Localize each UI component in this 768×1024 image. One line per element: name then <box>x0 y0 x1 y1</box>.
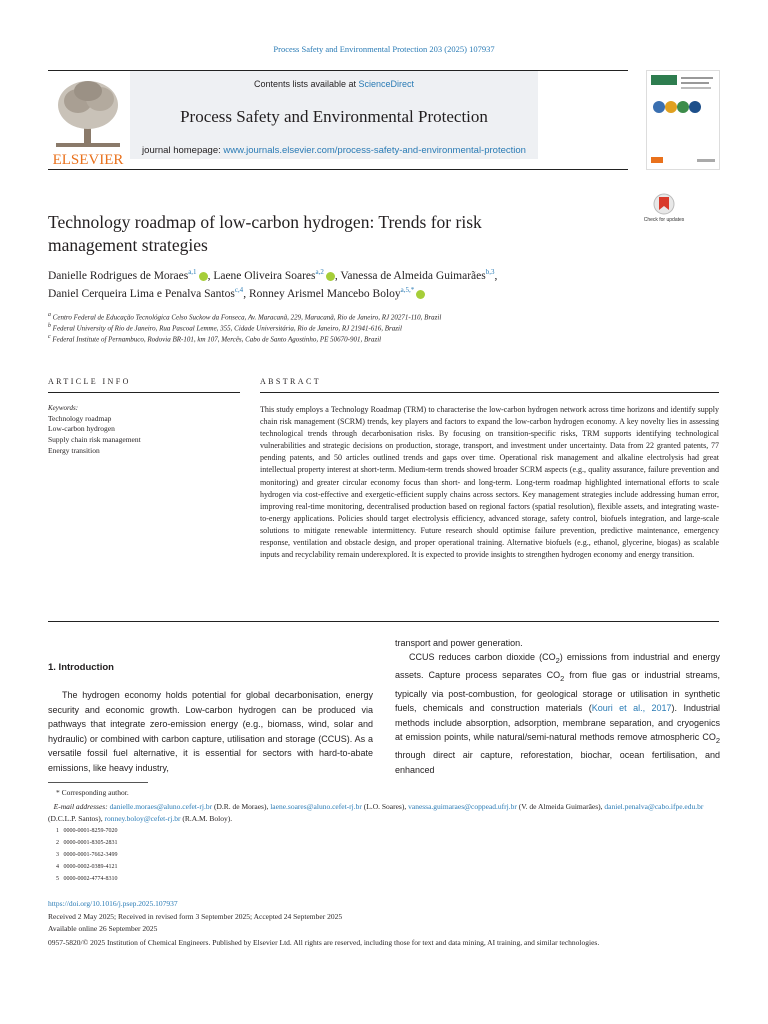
keyword: Technology roadmap <box>48 414 112 423</box>
author-name[interactable]: Vanessa de Almeida Guimarães <box>340 269 486 282</box>
author-name[interactable]: Daniel Cerqueira Lima e Penalva Santos <box>48 287 235 300</box>
email-link[interactable]: daniel.penalva@cabo.ifpe.edu.br <box>604 802 704 811</box>
article-info-heading: ARTICLE INFO <box>48 377 131 386</box>
copyright-notice: 0957-5820/© 2025 Institution of Chemical Engineers. Published by Elsevier Ltd. All rights are reserved, including those for text and data mining, AI training, and similar technologies. <box>48 938 600 947</box>
orcid-footnote: 2 0000-0001-8305-2831 <box>56 840 118 846</box>
journal-citation[interactable]: Process Safety and Environmental Protection 203 (2025) 107937 <box>273 44 495 54</box>
contents-line <box>130 79 538 89</box>
author-line-2: Daniel Cerqueira Lima e Penalva Santos$^{c,4}$, Ronney Arismel Mancebo Boloy$^{a,5,*}$ <box>48 286 425 300</box>
orcid-footnote: 5 0000-0002-4774-8310 <box>56 876 118 882</box>
author-name[interactable]: Ronney Arismel Mancebo Boloy <box>248 287 401 300</box>
keyword: Energy transition <box>48 446 100 455</box>
keywords-label: Keywords: <box>48 404 79 412</box>
homepage-line <box>130 145 538 156</box>
email-link[interactable]: danielle.moraes@aluno.cefet-rj.br <box>109 802 213 811</box>
sciencedirect-link[interactable]: ScienceDirect <box>358 79 415 89</box>
author-line-1: Danielle Rodrigues de Moraes$^{a,1}$ , Laene Oliveira Soares$^{a,2}$ , Vanessa de Almeida Guimarães$^{b,3}$, <box>48 268 498 282</box>
orcid-footnote: 3 0000-0001-7662-3499 <box>56 852 118 858</box>
author-affiliation-mark[interactable]: a,1 <box>188 268 197 276</box>
doi-link[interactable]: https://doi.org/10.1016/j.psep.2025.107937 <box>48 899 178 908</box>
contents-prefix: Contents lists available at <box>253 79 359 89</box>
elsevier-logo <box>48 77 128 167</box>
column-2-continuation: transport and power generation. <box>395 638 523 648</box>
affiliation-c: $^c$ Federal Institute of Pernambuco, Rodovia BR-101, km 107, Mercês, Cabo de Santo Agostinho, PE 50670-901, Brazil <box>48 334 382 344</box>
journal-cover-thumbnail[interactable] <box>646 70 720 170</box>
author-affiliation-mark[interactable]: a,5,* <box>400 286 415 294</box>
introduction-paragraph: The hydrogen economy holds potential for global decarbonisation, energy security and economic growth. Low-carbon hydrogen can be produced via pathways that integrate zero-emission energy (e.g., biomass, wind, solar and hydraulic) or combined with carbon capture, utilisation and storage (CCUS). As a versatile fossil fuel alternative, it is essential for sectors with hard-to-abate emissions, like heavy industry, <box>48 690 373 773</box>
orcid-footnote: 4 0000-0002-0389-4121 <box>56 864 118 870</box>
abstract-text: This study employs a Technology Roadmap (TRM) to characterise the low-carbon hydrogen network across time horizons and identify supply chain risk management (SCRM) trends, key players and factors to expand the low-carbon hydrogen economy. A key novelty lies in assessing technological trends through decarbonisation risks. By focusing on transition-specific risks, TRM supports identifying technological vulnerabilities and strategic decisions on production, storage, transport, and investment under uncertainty. Data from 22 granted patents, 77 pending patents, and 50 articles outlined trends and gaps over time. Operational risk management and alkaline electrolysis had great intellectual property interest at short-term. Medium-term trends showed broader SCRM aspects (e.g., quality assurance, failure prevention and monitoring) and greater circular economy focus than short- and long-term. Long-term roadmap highlighted international efforts to scale hydrogen via cost-effective and exergetic-efficient supply chains across sectors. Key management strategies include addressing human error, improving real-time monitoring, decentralised production based on regional factors (spatial resolution), flexible assets, and integrating waste-to-energy applications. Policies should target electrolysis efficiency, advanced storage, safety control, biofuels integration, and large-scale solutions to mitigate renewable intermittency. Future research should optimise failure prevention, predictive maintenance, emergency response, ventilation and obstacle design, and proper operational training. Alternative biofuels (e.g., ethanol, glycerine, biogas) as scalable inputs and recyclability remain underexplored. It is expected to provide insights to strengthen hydrogen economy and energy transition. <box>260 405 719 560</box>
affiliation-b: $^b$ Federal University of Rio de Janeiro, Rua Pascoal Lemme, 355, Cidade Universitária, Rio de Janeiro, RJ 21941-616, Brazil <box>48 323 402 333</box>
author-affiliation-mark[interactable]: c,4 <box>234 286 244 294</box>
svg-text:ELSEVIER: ELSEVIER <box>52 152 124 168</box>
email-addresses: E-mail addresses: danielle.moraes@aluno.cefet-rj.br (D.R. de Moraes), laene.soares@aluno.cefet-rj.br (L.O. Soares), vanessa.guimaraes@coppead.ufrj.br (V. de Almeida Guimarães), daniel.penalva@cabo.ifpe.edu.br (D.C.L.P. Santos), ronney.boloy@cefet-rj.br (R.A.M. Boloy). <box>48 802 704 823</box>
article-title-line-2: management strategies <box>48 235 208 255</box>
affiliation-a: $^a$ Centro Federal de Educação Tecnológica Celso Suckow da Fonseca, Av. Maracanã, 229, Maracanã, Rio de Janeiro, RJ 20271-110, Brazil <box>48 312 442 322</box>
orcid-icon[interactable] <box>326 272 335 281</box>
keyword: Low-carbon hydrogen <box>48 424 115 433</box>
author-affiliation-mark[interactable]: b,3 <box>485 268 495 276</box>
article-title-line-1: Technology roadmap of low-carbon hydrogen: Trends for risk <box>48 212 482 232</box>
corresponding-author-note: * Corresponding author. <box>56 788 129 797</box>
article-title <box>48 211 608 257</box>
keyword: Supply chain risk management <box>48 435 141 444</box>
author-affiliation-mark[interactable]: a,2 <box>315 268 324 276</box>
email-link[interactable]: vanessa.guimaraes@coppead.ufrj.br <box>408 802 517 811</box>
section-heading-introduction: 1. Introduction <box>48 662 114 673</box>
author-name[interactable]: Laene Oliveira Soares <box>213 269 316 282</box>
received-dates: Received 2 May 2025; Received in revised form 3 September 2025; Accepted 24 September 2025 <box>48 912 343 921</box>
footnote-rule <box>48 782 148 783</box>
journal-title: Process Safety and Environmental Protection <box>180 107 488 126</box>
journal-banner <box>130 71 538 159</box>
homepage-link[interactable]: www.journals.elsevier.com/process-safety-and-environmental-protection <box>223 145 526 156</box>
article-info-rule <box>48 392 240 393</box>
citation-link[interactable]: Kouri et al., 2017 <box>591 703 672 714</box>
homepage-prefix: journal homepage: <box>142 145 224 156</box>
abstract-heading: ABSTRACT <box>260 377 321 386</box>
orcid-footnote: 1 0000-0001-8259-7020 <box>56 828 118 834</box>
check-for-updates-badge[interactable] <box>643 192 685 228</box>
abstract-bottom-rule <box>48 621 719 622</box>
orcid-icon[interactable] <box>416 290 425 299</box>
email-link[interactable]: laene.soares@aluno.cefet-rj.br <box>270 802 362 811</box>
ccus-paragraph: CCUS reduces carbon dioxide $(CO_2)$ emissions from industrial and energy assets. Capture process separates $CO_2$ from flue gas or industrial streams, typically via post-combustion, for geological storage or utilisation in synthetic fuels, chemicals and construction materials (Kouri et al., 2017). Industrial methods include absorption, adsorption, membrane separation, and cryogenics at emission points, while natural/semi-natural methods remove atmospheric $CO_2$ through direct air capture, reforestation, biochar, ocean fertilisation, and enhanced <box>395 652 720 775</box>
author-name[interactable]: Danielle Rodrigues de Moraes <box>48 269 189 282</box>
journal-masthead <box>48 70 628 170</box>
orcid-icon[interactable] <box>199 272 208 281</box>
abstract-rule <box>260 392 719 393</box>
available-online-date: Available online 26 September 2025 <box>48 924 158 933</box>
email-link[interactable]: ronney.boloy@cefet-rj.br <box>104 814 181 823</box>
svg-text:Check for updates: Check for updates <box>643 217 685 223</box>
